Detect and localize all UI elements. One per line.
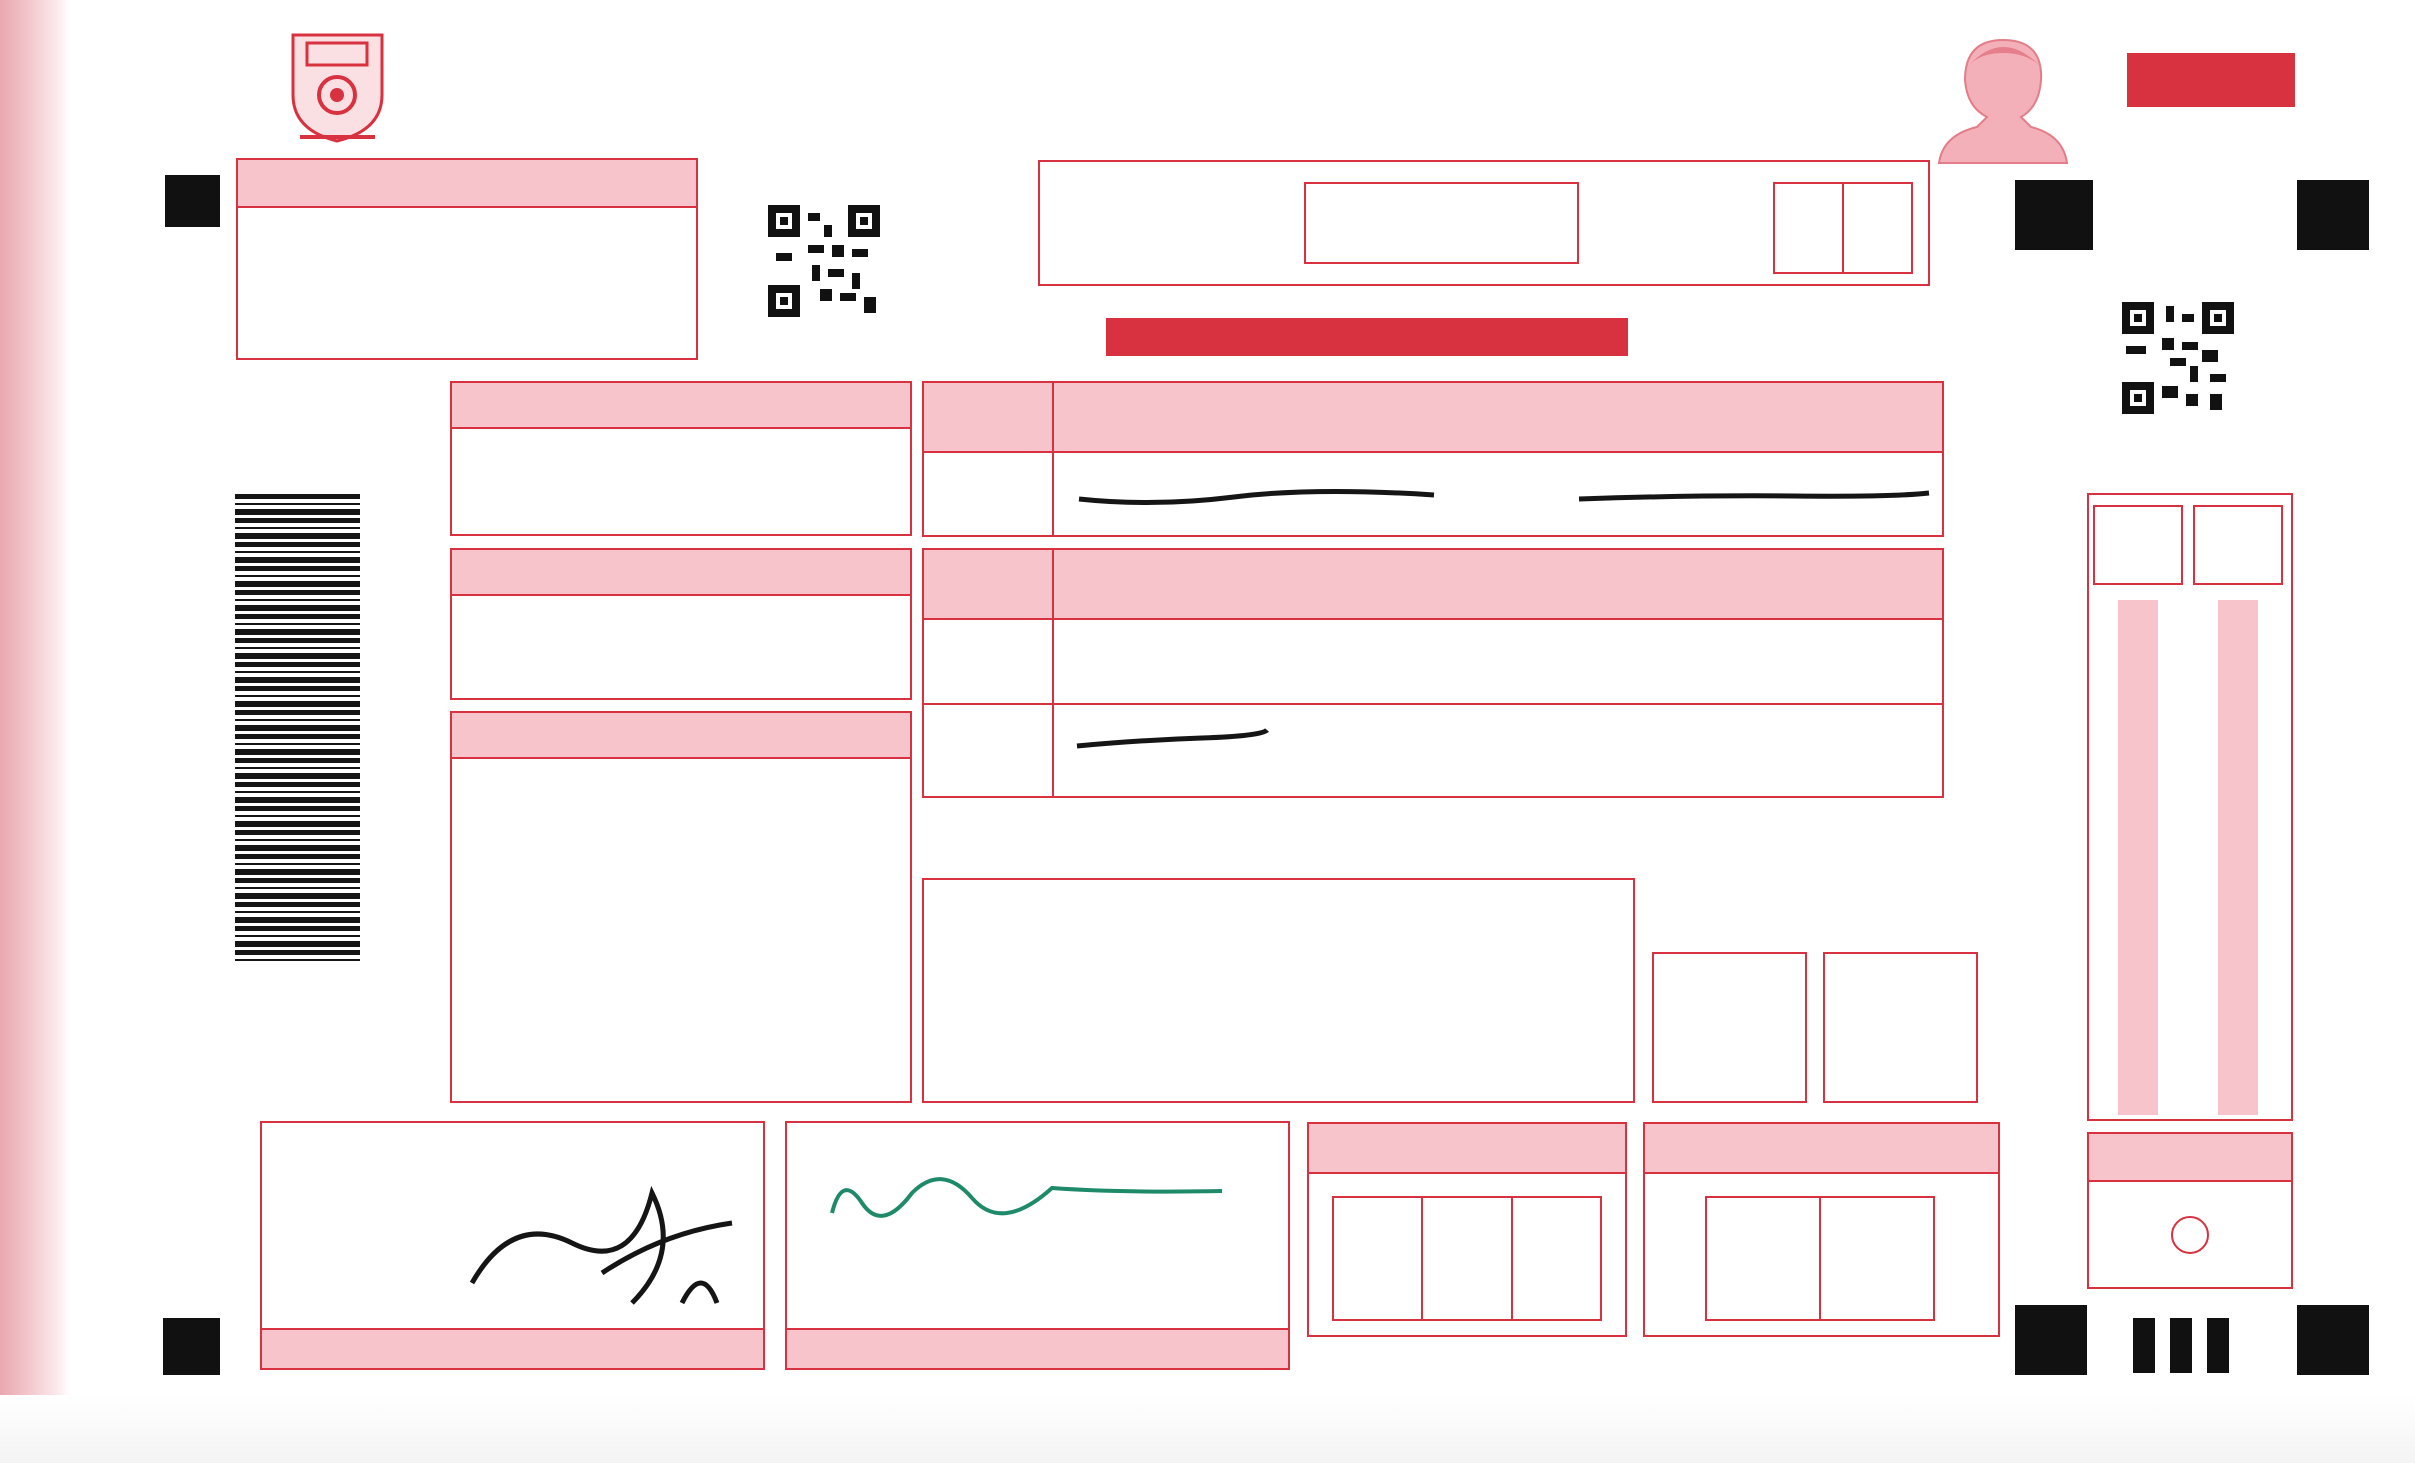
degree-box: [236, 158, 698, 360]
registration-mark: [2133, 1318, 2155, 1373]
equal-100-box: [2087, 1132, 2293, 1289]
marks-bottom-header-row: [924, 550, 1942, 620]
row-divider: [924, 703, 1942, 705]
chief-signature-box: [785, 1121, 1290, 1370]
row-label-divider: [1052, 550, 1054, 796]
figure-digit-box: [1652, 952, 1807, 1103]
hundred-bubble[interactable]: [2171, 1216, 2209, 1254]
subject-code-box: [450, 548, 912, 700]
qr-code: [2120, 302, 2236, 414]
strike-line: [1074, 479, 1934, 519]
registration-mark: [2015, 1305, 2087, 1375]
pages-digit: [1844, 184, 1911, 272]
subject-title-box: [450, 711, 912, 1103]
total-words-label: [928, 818, 934, 855]
signature-scribble: [452, 1153, 752, 1333]
subject-code-header: [452, 550, 910, 596]
examiner-code-cell: [1513, 1198, 1600, 1319]
examiner-code-field: [1332, 1196, 1602, 1321]
pages-field: [1773, 182, 1913, 274]
question-code-field: [1304, 182, 1579, 264]
university-logo: [285, 25, 390, 145]
total-marks-grid: [2087, 493, 2293, 1121]
qr-code: [768, 205, 880, 317]
bottom-edge: [0, 1395, 2415, 1463]
part-badge: [2127, 53, 2295, 107]
entry-conformation-box: [1643, 1122, 2000, 1337]
examiner-note-banner: [1106, 318, 1628, 356]
exam-date-box: [450, 381, 912, 536]
equal-100-header: [2089, 1134, 2291, 1182]
subject-title-header: [452, 713, 910, 759]
entry-conformation-field[interactable]: [1705, 1196, 1935, 1321]
chief-signature-scribble: [822, 1153, 1232, 1233]
grid-digit-box: [2093, 505, 2183, 585]
row-label-divider: [1052, 383, 1054, 535]
examiner-code-cell: [1334, 1198, 1423, 1319]
grid-digit-box: [2193, 505, 2283, 585]
figure-digit-box: [1823, 952, 1978, 1103]
units-column: [2218, 600, 2258, 1115]
exam-date-header: [452, 383, 910, 429]
examiner-code-cell: [1423, 1198, 1512, 1319]
total-words-box: [922, 878, 1635, 1103]
examiner-code-header: [1309, 1124, 1625, 1174]
strike-line: [1072, 720, 1272, 760]
pages-digit: [1775, 184, 1844, 272]
registration-mark: [2297, 1305, 2369, 1375]
marks-top-header-row: [924, 383, 1942, 453]
registration-mark: [163, 1318, 220, 1375]
marks-table-bottom: [922, 548, 1944, 798]
left-margin-strip: [0, 0, 70, 1463]
marks-table-top: [922, 381, 1944, 537]
barcode: [235, 494, 360, 964]
registration-mark: [2015, 180, 2093, 250]
registration-mark: [2207, 1318, 2229, 1373]
entry-conformation-header: [1645, 1124, 1998, 1174]
question-code-box: [1038, 160, 1930, 286]
founder-portrait: [1935, 35, 2070, 165]
examiner-code-box: [1307, 1122, 1627, 1337]
examiner-signature-caption-bar: [262, 1328, 763, 1368]
degree-header: [238, 160, 696, 208]
entry-cell[interactable]: [1821, 1198, 1933, 1319]
registration-mark: [2170, 1318, 2192, 1373]
registration-mark: [165, 175, 220, 227]
registration-mark: [2297, 180, 2369, 250]
entry-cell[interactable]: [1707, 1198, 1821, 1319]
chief-signature-caption-bar: [787, 1328, 1288, 1368]
examiner-signature-box: [260, 1121, 765, 1370]
tens-column: [2118, 600, 2158, 1115]
